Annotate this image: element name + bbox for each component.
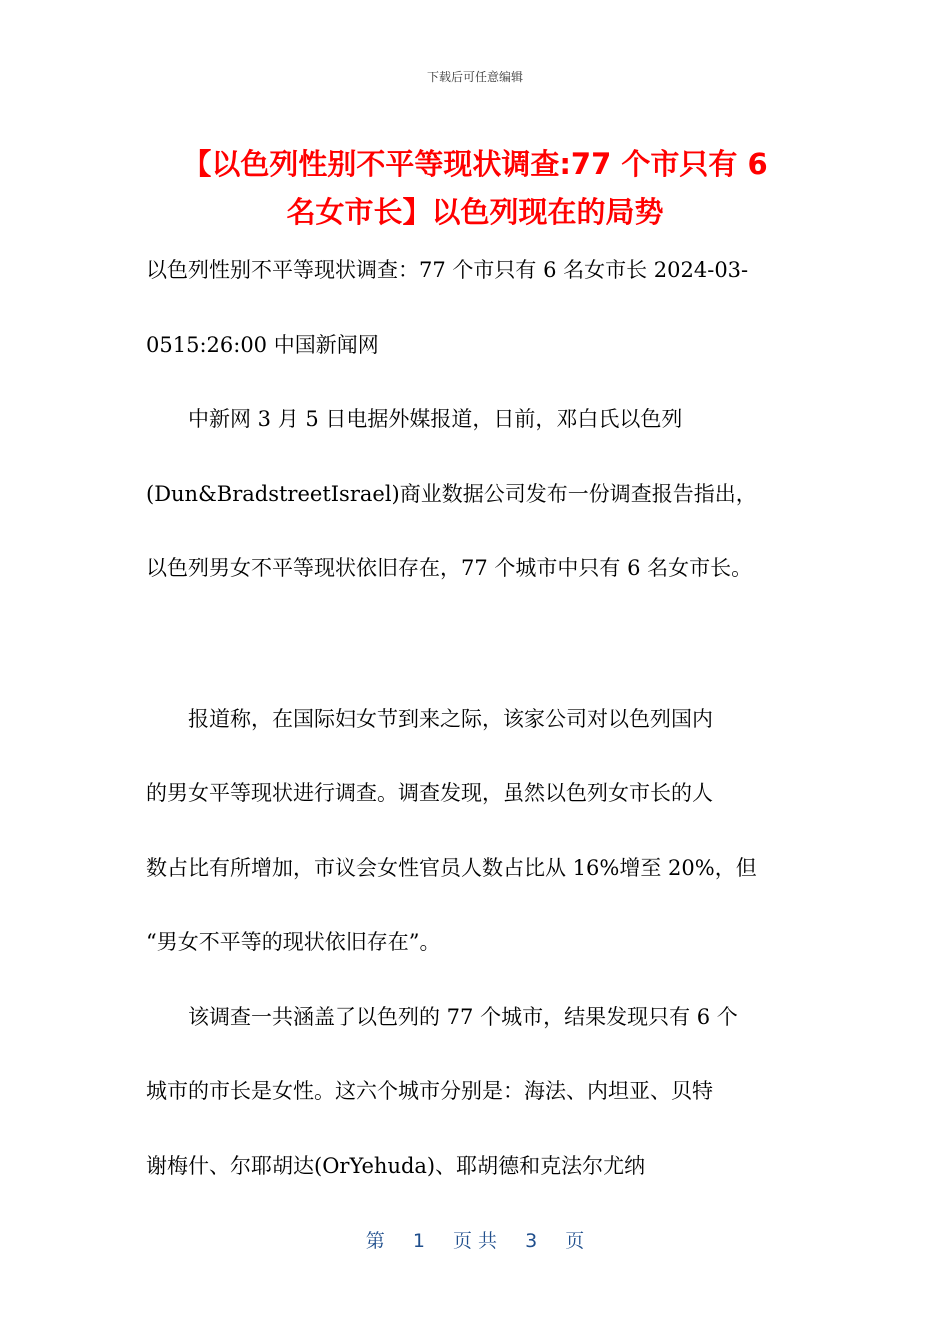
page-footer — [0, 1226, 950, 1253]
body-line-3: 中新网 3 月 5 日电据外媒报道，日前，邓白氏以色列 — [146, 407, 683, 431]
body-line-9: “男女不平等的现状依旧存在”。 — [146, 930, 441, 954]
footer-page-number: 1 — [412, 1230, 425, 1252]
body-line-8: 数占比有所增加，市议会女性官员人数占比从 16%增至 20%，但 — [146, 856, 757, 880]
body-line-7: 的男女平等现状进行调查。调查发现，虽然以色列女市长的人 — [146, 781, 713, 805]
body-line-12: 谢梅什、尔耶胡达(OrYehuda)、耶胡德和克法尔尤纳 — [146, 1154, 646, 1178]
footer-suffix: 页 — [565, 1230, 585, 1252]
header-note: 下载后可任意编辑 — [426, 70, 523, 84]
body-line-10: 该调查一共涵盖了以色列的 77 个城市，结果发现只有 6 个 — [146, 1005, 738, 1029]
body-line-2: 0515:26:00 中国新闻网 — [146, 333, 379, 357]
body-line-6: 报道称，在国际妇女节到来之际，该家公司对以色列国内 — [146, 707, 713, 731]
footer-middle: 页 共 — [452, 1230, 498, 1252]
document-title — [130, 140, 820, 236]
title-line-2: 名女市长】以色列现在的局势 — [286, 195, 664, 229]
body-line-1: 以色列性别不平等现状调查：77 个市只有 6 名女市长 2024-03- — [146, 258, 749, 282]
footer-total-pages: 3 — [525, 1230, 538, 1252]
footer-prefix: 第 — [365, 1230, 385, 1252]
body-line-5: 以色列男女不平等现状依旧存在，77 个城市中只有 6 名女市长。 — [146, 556, 753, 580]
body-line-4: (Dun&BradstreetIsrael)商业数据公司发布一份调查报告指出， — [146, 482, 757, 506]
title-line-1: 【以色列性别不平等现状调查:77 个市只有 6 — [182, 147, 768, 181]
body-line-11: 城市的市长是女性。这六个城市分别是：海法、内坦亚、贝特 — [146, 1079, 713, 1103]
